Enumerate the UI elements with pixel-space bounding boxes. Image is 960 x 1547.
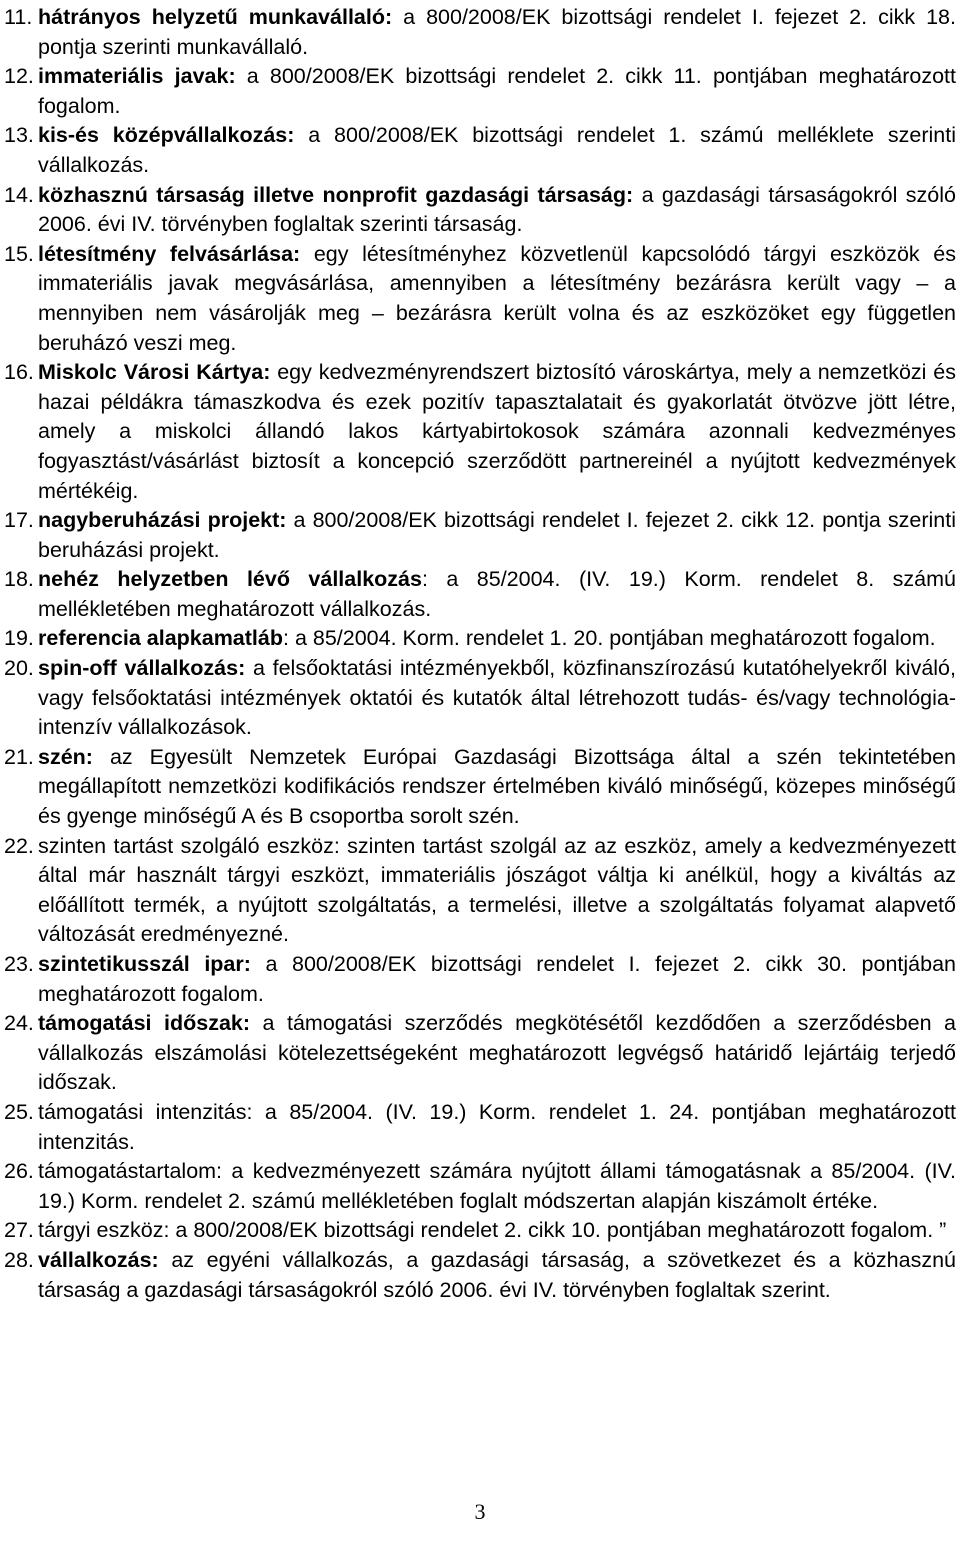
- definition-item: [4, 181, 956, 240]
- definition-item: [4, 1157, 956, 1216]
- definition-item: [4, 832, 956, 950]
- definition-item: [4, 506, 956, 565]
- defined-term: spin-off vállalkozás:: [38, 656, 246, 681]
- definition-item: [4, 240, 956, 358]
- item-number: 17.: [4, 508, 34, 533]
- definition-item: [4, 743, 956, 832]
- defined-term: referencia alapkamatláb: [38, 626, 283, 651]
- defined-term: nagyberuházási projekt:: [38, 508, 287, 533]
- definition-text: a támogatási szerződés megkötésétől kezdődően a szerződésben a vállalkozás elszámolási kötelezettségeként meghatározott legvégső határidő lejártáig terjedő időszak.: [38, 1011, 956, 1095]
- item-number: 20.: [4, 656, 34, 681]
- item-number: 16.: [4, 360, 34, 385]
- defined-term: kis-és középvállalkozás:: [38, 123, 295, 148]
- item-number: 22.: [4, 833, 34, 858]
- item-number: 28.: [4, 1247, 34, 1272]
- item-number: 12.: [4, 64, 34, 89]
- definition-text: támogatástartalom: a kedvezményezett számára nyújtott állami támogatásnak a 85/2004. (IV. 19.) Korm. rendelet 2. számú mellékletében foglalt módszertan alapján kiszámolt értéke.: [38, 1159, 956, 1213]
- page-number: 3: [474, 1499, 486, 1524]
- defined-term: támogatási időszak:: [38, 1011, 251, 1036]
- definition-item: [4, 565, 956, 624]
- defined-term: létesítmény felvásárlása:: [38, 241, 301, 266]
- definition-text: tárgyi eszköz: a 800/2008/EK bizottsági rendelet 2. cikk 10. pontjában meghatározott fogalom. ”: [38, 1218, 947, 1243]
- definition-text: a 800/2008/EK bizottsági rendelet I. fejezet 2. cikk 30. pontjában meghatározott fogalom.: [38, 952, 956, 1006]
- defined-term: szén:: [38, 744, 93, 769]
- definition-item: [4, 121, 956, 180]
- definition-item: [4, 1009, 956, 1098]
- item-number: 21.: [4, 744, 34, 769]
- item-number: 18.: [4, 567, 34, 592]
- definition-text: egy kedvezményrendszert biztosító városkártya, mely a nemzetközi és hazai példákra támaszkodva és ezek pozitív tapasztalatait és gyakorlatát ötvözve jött létre, amely a miskolci állandó lakos kártyabirtokosok számára azonnali kedvezményes fogyasztást/vásárlást biztosít a koncepció szerződött partnereinél a nyújtott kedvezmények mértékéig.: [38, 360, 957, 503]
- definition-item: [4, 62, 956, 121]
- defined-term: hátrányos helyzetű munkavállaló:: [38, 5, 393, 29]
- definition-text: : a 85/2004. Korm. rendelet 1. 20. pontjában meghatározott fogalom.: [283, 626, 936, 651]
- definition-item: [4, 624, 956, 654]
- defined-term: vállalkozás:: [38, 1247, 159, 1272]
- definition-item: [4, 1216, 956, 1246]
- definition-item: [4, 3, 956, 62]
- item-number: 27.: [4, 1218, 34, 1243]
- definition-text: a 800/2008/EK bizottsági rendelet I. fejezet 2. cikk 18. pontja szerinti munkavállaló.: [38, 5, 956, 59]
- definition-text: a 800/2008/EK bizottsági rendelet I. fejezet 2. cikk 12. pontja szerinti beruházási projekt.: [38, 508, 956, 562]
- definition-item: [4, 950, 956, 1009]
- defined-term: közhasznú társaság illetve nonprofit gazdasági társaság:: [38, 182, 634, 207]
- item-number: 23.: [4, 952, 34, 976]
- item-number: 13.: [4, 123, 34, 148]
- item-number: 11.: [4, 5, 33, 29]
- definition-text: a 800/2008/EK bizottsági rendelet 2. cikk 11. pontjában meghatározott fogalom.: [38, 64, 956, 118]
- definition-item: [4, 1246, 956, 1305]
- definition-text: a 800/2008/EK bizottsági rendelet 1. számú melléklete szerinti vállalkozás.: [38, 123, 957, 177]
- defined-term: nehéz helyzetben lévő vállalkozás: [38, 567, 422, 592]
- item-number: 24.: [4, 1011, 34, 1036]
- definition-text: az egyéni vállalkozás, a gazdasági társaság, a szövetkezet és a közhasznú társaság a gazdasági társaságokról szóló 2006. évi IV. törvényben foglaltak szerint.: [38, 1247, 956, 1302]
- defined-term: immateriális javak:: [38, 64, 236, 89]
- definition-text: az Egyesült Nemzetek Európai Gazdasági Bizottsága által a szén tekintetében megállapított nemzetközi kodifikációs rendszer értelmében kiváló minőségű, közepes minőségű és gyenge minőségű A és B csoportba sorolt szén.: [38, 744, 956, 829]
- definition-item: [4, 654, 956, 743]
- definition-item: [4, 358, 956, 506]
- definition-text: a gazdasági társaságokról szóló 2006. évi IV. törvényben foglaltak szerinti társaság.: [38, 182, 956, 237]
- definition-text: támogatási intenzitás: a 85/2004. (IV. 19.) Korm. rendelet 1. 24. pontjában meghatározott intenzitás.: [38, 1099, 956, 1154]
- definition-text: a felsőoktatási intézményekből, közfinanszírozású kutatóhelyekről kiváló, vagy felsőoktatási intézmények oktatói és kutatók által létrehozott tudás- és/vagy technológia-intenzív vállalkozások.: [38, 656, 956, 740]
- defined-term: Miskolc Városi Kártya:: [38, 360, 271, 385]
- definition-text: szinten tartást szolgáló eszköz: szinten tartást szolgál az az eszköz, amely a kedvezményezett által már használt tárgyi eszközt, immateriális jószágot váltja ki anélkül, hogy a kiváltás az előállított termék, a nyújtott szolgáltatás, a termelési, illetve a szolgáltatás folyamat alapvető változását eredményezné.: [38, 833, 956, 947]
- definition-text: egy létesítményhez közvetlenül kapcsolódó tárgyi eszközök és immateriális javak megvásárlása, amennyiben a létesítmény bezárásra került vagy – a mennyiben nem vásárolják meg – bezárásra került volna és az eszközöket egy független beruházó veszi meg.: [38, 241, 956, 355]
- item-number: 26.: [4, 1159, 34, 1184]
- item-number: 25.: [4, 1099, 34, 1124]
- definition-item: [4, 1098, 956, 1157]
- item-number: 19.: [4, 626, 34, 651]
- defined-term: szintetikusszál ipar:: [38, 952, 251, 976]
- definition-text: : a 85/2004. (IV. 19.) Korm. rendelet 8. számú mellékletében meghatározott vállalkozás.: [38, 567, 956, 621]
- item-number: 15.: [4, 241, 34, 266]
- item-number: 14.: [4, 182, 34, 207]
